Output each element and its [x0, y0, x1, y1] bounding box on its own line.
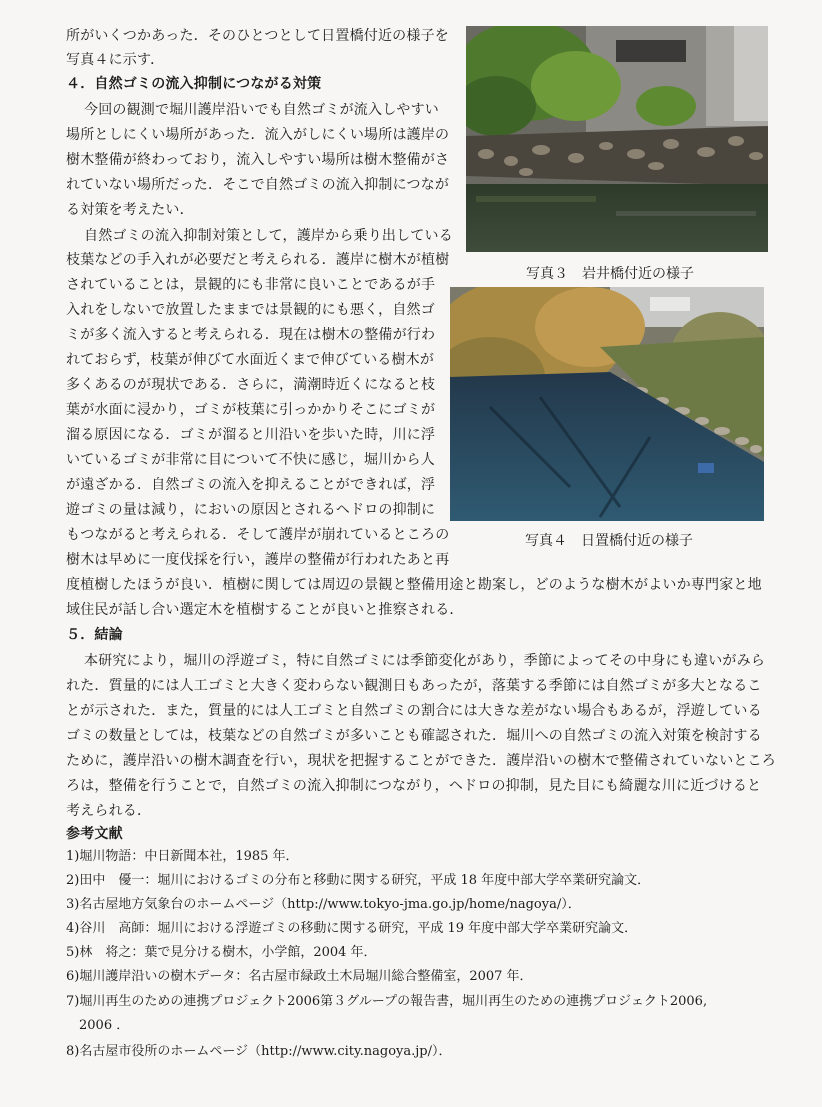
- text-line: 本研究により，堀川の浮遊ゴミ，特に自然ゴミには季節変化があり，季節によってその中身にも違いがみら: [84, 653, 766, 669]
- text-line: れておらず，枝葉が伸びて水面近くまで伸びている樹木が: [66, 352, 435, 368]
- text-line: ろは，整備を行うことで，自然ゴミの流入抑制につながり，ヘドロの抑制，見た目にも綺麗な川に近づけると: [66, 778, 762, 794]
- text-line: 度植樹したほうが良い．植樹に関しては周辺の景観と整備用途と勘案し，どのような樹木がよいか専門家と地: [66, 577, 762, 593]
- text-line: 考えられる．: [66, 803, 152, 819]
- text-line: れていない場所だった．そこで自然ゴミの流入抑制につなが: [66, 177, 450, 193]
- text-line: ゴミの数量としては，枝葉などの自然ゴミが多いことも確認された．堀川への自然ゴミの流入対策を検討する: [66, 728, 762, 744]
- text-line: いているゴミが非常に目について不快に感じ，堀川から人: [66, 452, 435, 468]
- text-line: る対策を考えたい．: [66, 202, 194, 218]
- text-line: が遠ざかる．自然ゴミの流入を抑えることができれば，浮: [66, 477, 436, 493]
- text-line: 域住民が話し合い選定木を植樹することが良いと推察される．: [66, 602, 464, 618]
- text-line: とが示された．また，質量的には人工ゴミと自然ゴミの割合には大きな差がない場合もあるが，浮遊している: [66, 703, 762, 719]
- text-line: 場所としにくい場所があった．流入がしにくい場所は護岸の: [66, 127, 450, 143]
- reference-item: 2006 ．: [66, 1018, 130, 1033]
- reference-item: 8)名古屋市役所のホームページ（http://www.city.nagoya.jp/）．: [66, 1044, 452, 1059]
- reference-item: 4)谷川 高師：堀川における浮遊ゴミの移動に関する研究，平成 19 年度中部大学卒業研究論文．: [66, 921, 638, 936]
- text-line: 溜る原因になる．ゴミが溜ると川沿いを歩いた時，川に浮: [66, 427, 436, 443]
- text-line: もつながると考えられる．そして護岸が崩れているところの: [66, 527, 450, 543]
- reference-item: 1)堀川物語：中日新聞本社，1985 年．: [66, 849, 299, 864]
- text-line: 多くあるのが現状である．さらに，満潮時近くになると枝: [66, 377, 436, 393]
- photo-4-hiokibashi: [450, 287, 764, 521]
- section-5-heading: ５．結論: [66, 627, 123, 643]
- text-line: 自然ゴミの流入抑制対策として，護岸から乗り出している: [84, 228, 453, 244]
- photo-3-caption: 写真３ 岩井橋付近の様子: [526, 266, 694, 282]
- text-line: 写真４に示す．: [66, 52, 165, 68]
- text-line: 樹木は早めに一度伐採を行い，護岸の整備が行われたあと再: [66, 552, 450, 568]
- text-line: 入れをしないで放置したままでは景観的にも悪く，自然ゴ: [66, 302, 435, 318]
- references-heading: 参考文献: [66, 826, 123, 842]
- text-line: 葉が水面に浸かり，ゴミが枝葉に引っかかりそこにゴミが: [66, 402, 436, 418]
- text-line: されていることは，景観的にも非常に良いことであるが手: [66, 277, 436, 293]
- reference-item: 2)田中 優一：堀川におけるゴミの分布と移動に関する研究，平成 18 年度中部大学卒業研究論文．: [66, 873, 651, 888]
- text-line: ミが多く流入すると考えられる．現在は樹木の整備が行わ: [66, 327, 436, 343]
- text-line: ために，護岸沿いの樹木調査を行い，現状を把握することができた．護岸沿いの樹木で整備されていないところ: [66, 753, 776, 769]
- reference-item: 7)堀川再生のための連携プロジェクト2006第３グループの報告書，堀川再生のための連携プロジェクト2006,: [66, 994, 708, 1009]
- text-line: 枝葉などの手入れが必要だと考えられる．護岸に樹木が植樹: [66, 252, 450, 268]
- text-line: 樹木整備が終わっており，流入しやすい場所は樹木整備がさ: [66, 152, 450, 168]
- photo-4-caption: 写真４ 日置橋付近の様子: [525, 533, 693, 549]
- section-4-heading: ４．自然ゴミの流入抑制につながる対策: [66, 76, 322, 92]
- text-line: 今回の観測で堀川護岸沿いでも自然ゴミが流入しやすい: [84, 102, 439, 118]
- reference-item: 5)林 将之：葉で見分ける樹木，小学館，2004 年．: [66, 945, 377, 960]
- text-line: 遊ゴミの量は減り，においの原因とされるヘドロの抑制に: [66, 502, 436, 518]
- text-line: 所がいくつかあった．そのひとつとして日置橋付近の様子を: [66, 28, 449, 44]
- reference-item: 6)堀川護岸沿いの樹木データ：名古屋市緑政土木局堀川総合整備室，2007 年．: [66, 969, 533, 984]
- photo-3-iwaibashi: [466, 26, 768, 252]
- reference-item: 3)名古屋地方気象台のホームページ（http://www.tokyo-jma.go.jp/home/nagoya/）．: [66, 897, 581, 912]
- text-line: れた．質量的には人工ゴミと大きく変わらない観測日もあったが，落葉する季節には自然ゴミが多大となるこ: [66, 678, 762, 694]
